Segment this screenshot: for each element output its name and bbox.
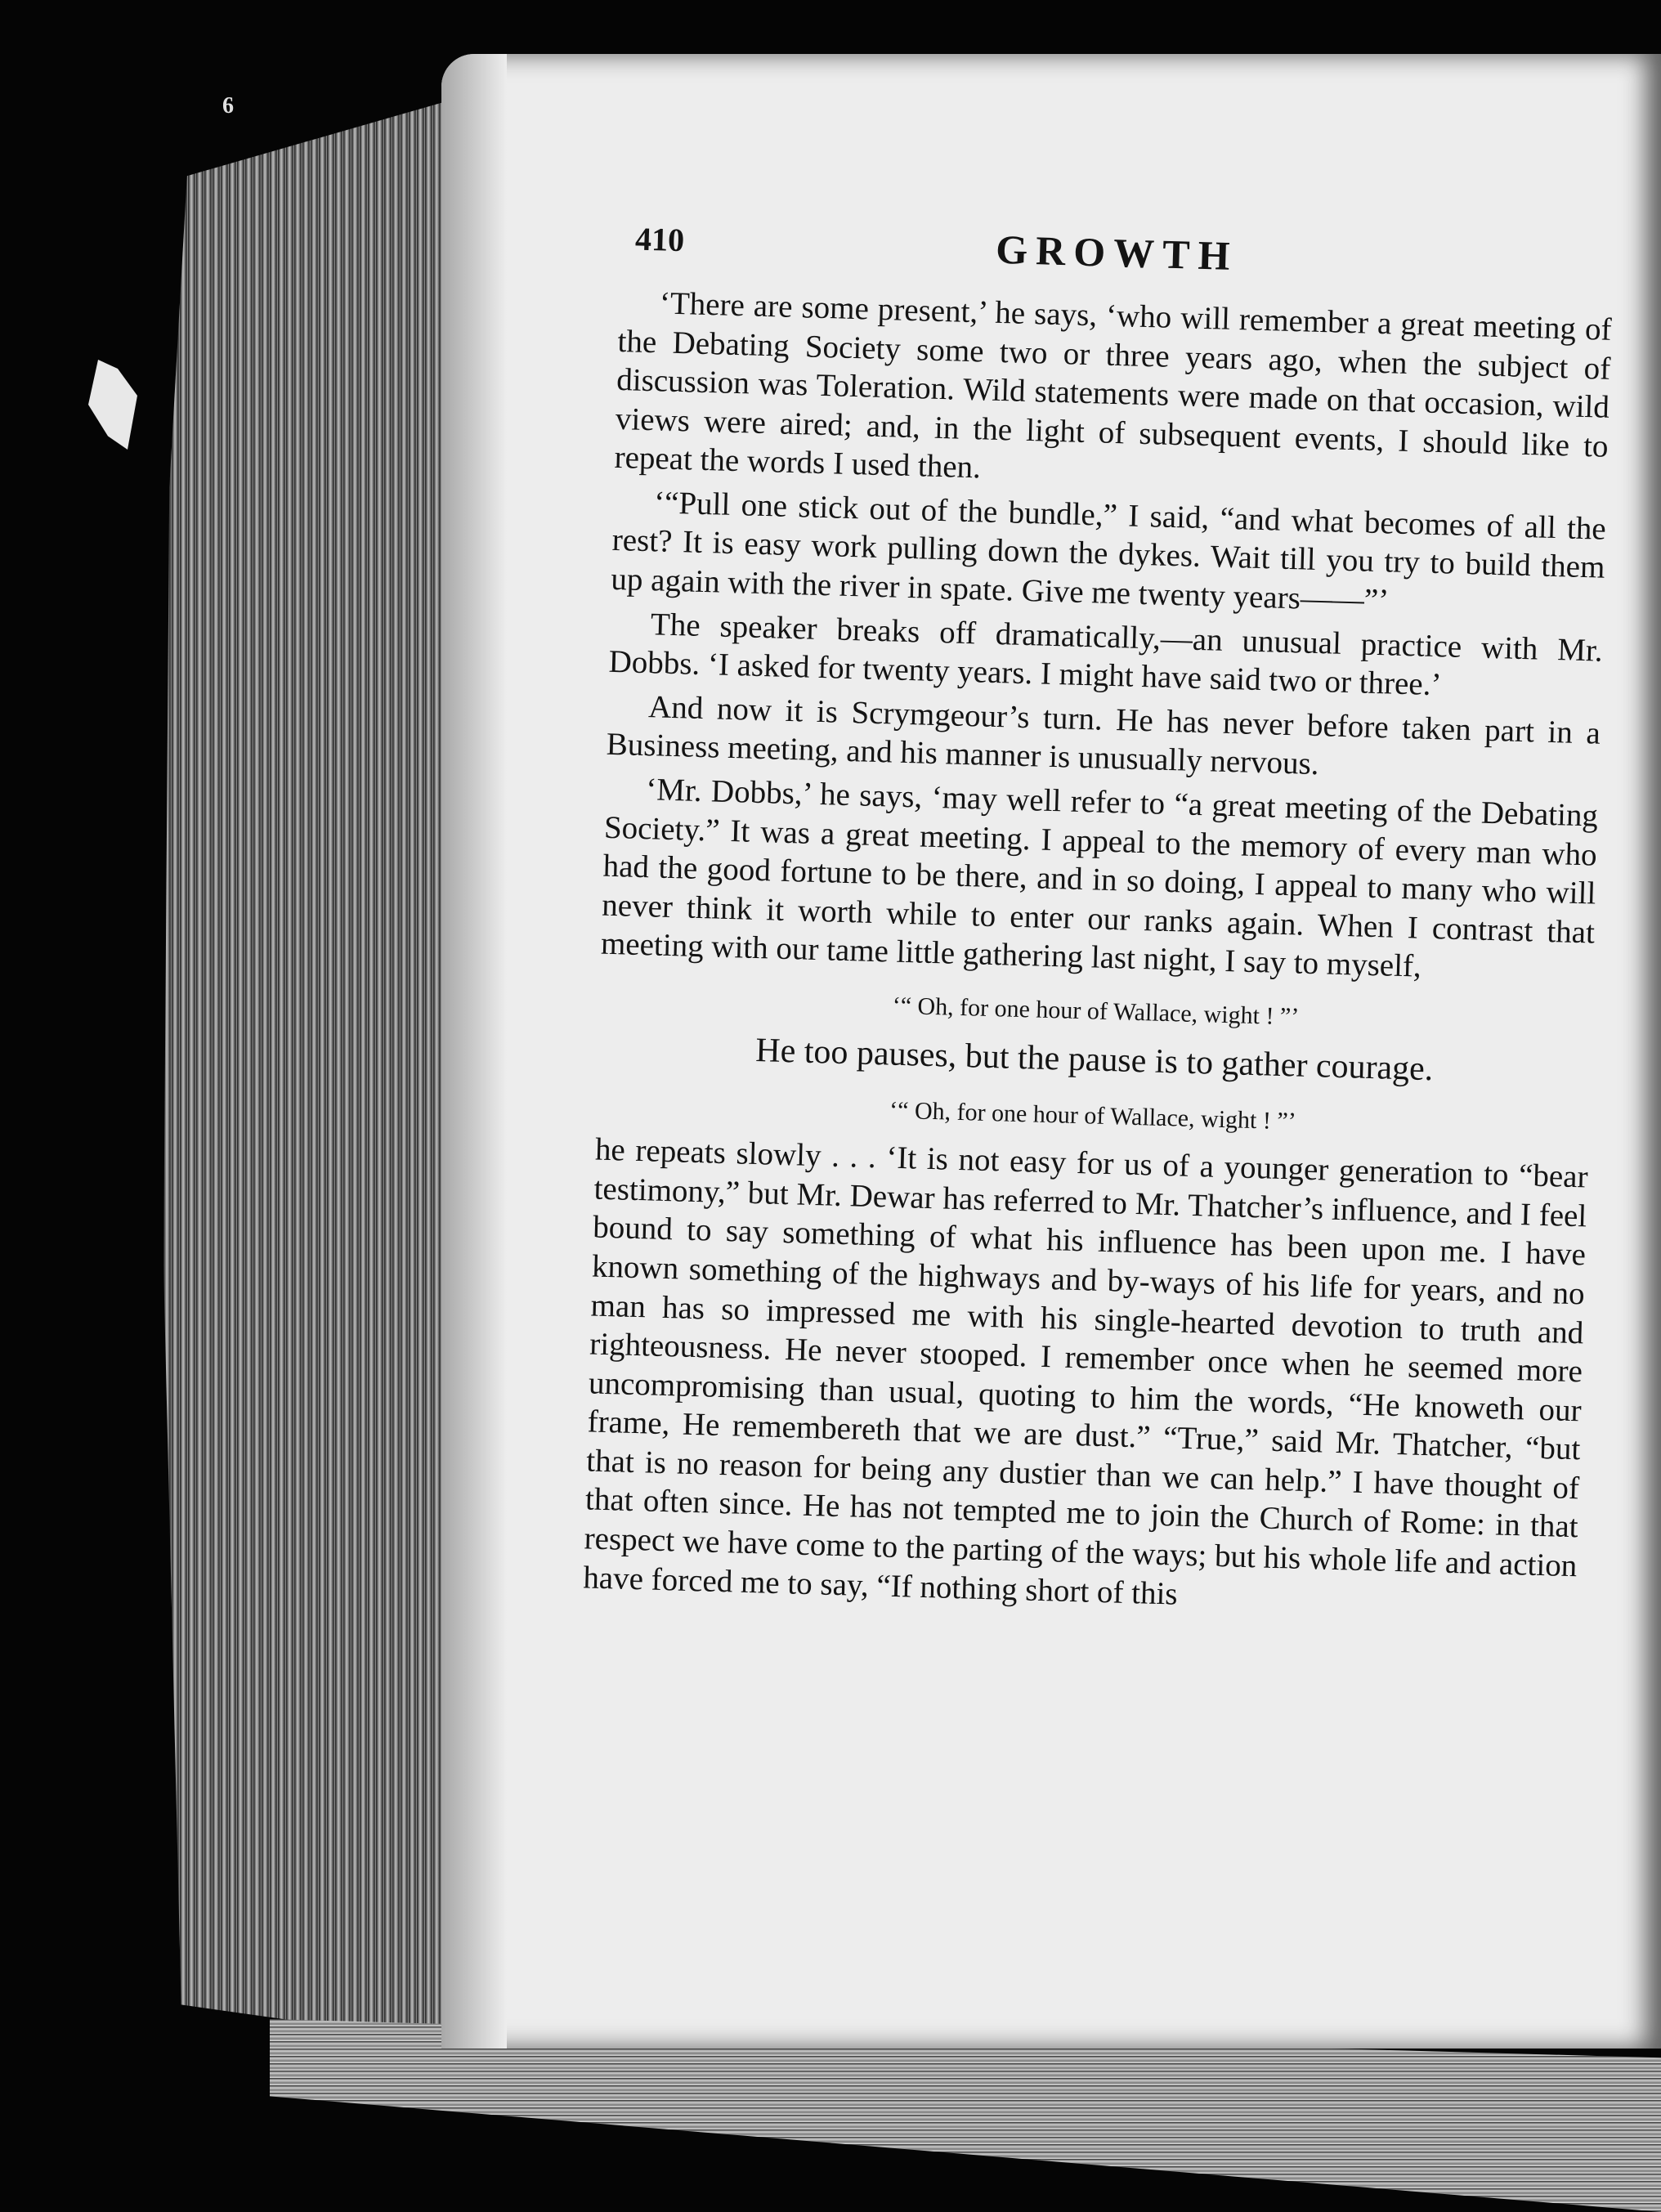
- corner-mark: 6: [222, 93, 234, 119]
- page-text: [583, 214, 1614, 1629]
- paragraph: ‘“Pull one stick out of the bundle,” I said, “and what becomes of all the rest? It is easy work pulling down the dykes. Wait till you try to build them up again with the river in spate. Give me twenty years——”’: [610, 485, 1607, 619]
- paragraph: ‘There are some present,’ he says, ‘who will remember a great meeting of the Debating Society some two or three years ago, when the subject of discussion was Toleration. Wild statements were made on that occasion, wild views were aired; and, in the light of subsequent events, I should like to repeat the words I used then.: [614, 285, 1613, 486]
- pause-line: He too pauses, but the pause is to gather courage.: [754, 1032, 1434, 1089]
- book-page-edges: [163, 98, 458, 2044]
- paragraph: And now it is Scrymgeour’s turn. He has never before taken part in a Business meeting, and his manner is unusually nervous.: [606, 688, 1601, 782]
- page-number: 410: [634, 220, 685, 259]
- verse-quote: ‘“ Oh, for one hour of Wallace, wight ! ”’: [892, 992, 1300, 1031]
- running-head: GROWTH: [995, 226, 1239, 280]
- margin-paper-fragment: [88, 360, 137, 450]
- paragraph: ‘Mr. Dobbs,’ he says, ‘may well refer to “a great meeting of the Debating Society.” It was a great meeting. I appeal to the memory of every man who had the good fortune to be there, and in so doing, I appeal to many who will never think it worth while to enter our ranks again. When I contrast that meeting with our tame little gathering last night, I say to myself,: [600, 772, 1599, 984]
- final-paragraph: he repeats slowly . . . ‘It is not easy for us of a younger generation to “bear testimony,” but Mr. Dewar has referred to Mr. Thatcher’s influence, and I feel bound to say something of what his influence has been upon me. I have known something of the highways and by-ways of his life for years, and no man has so impressed me with his single-hearted devotion to truth and righteousness. He never stooped. I remember once when he seemed more uncompromising than usual, quoting to him the words, “He knoweth our frame, He remembereth that we are dust.” “True,” said Mr. Thatcher, “but that is no reason for being any dustier than we can help.” I have thought of that often since. He has not tempted me to join the Church of Rome: in that respect we have come to the parting of the ways; but his whole life and action have forced me to say, “If nothing short of this: [582, 1131, 1589, 1612]
- verse-quote-repeat: ‘“ Oh, for one hour of Wallace, wight ! ”’: [889, 1096, 1297, 1135]
- paragraph: The speaker breaks off dramatically,—an unusual practice with Mr. Dobbs. ‘I asked for twenty years. I might have said two or three.’: [608, 606, 1604, 703]
